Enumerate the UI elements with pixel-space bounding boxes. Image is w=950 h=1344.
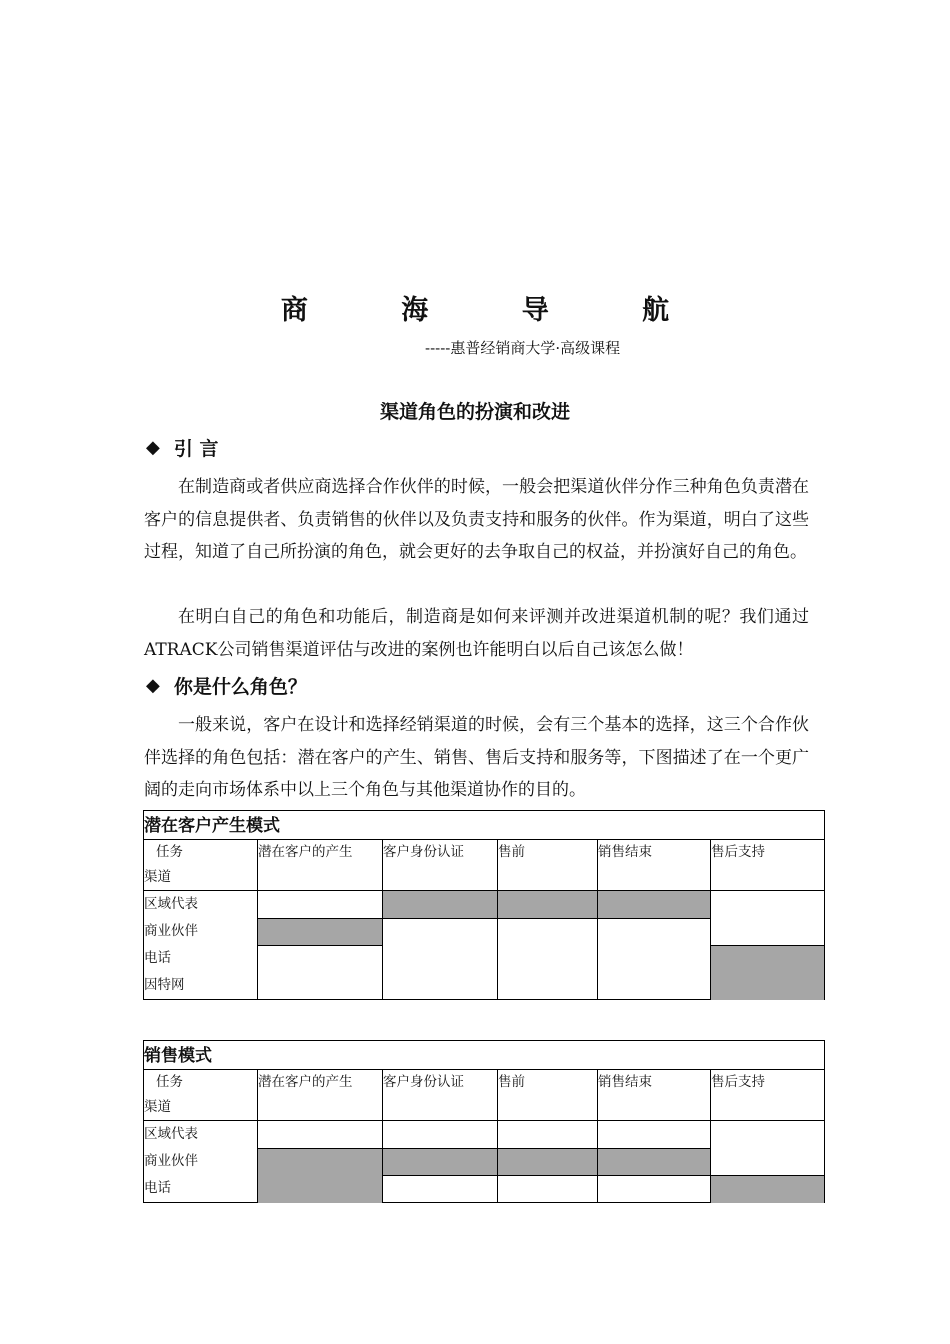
lead-generation-model-table [143,810,825,1000]
row-labels [144,1121,258,1203]
shaded-cell [711,1175,824,1203]
row-divider [598,1148,710,1149]
shaded-cell [598,891,710,918]
shaded-cell [383,891,497,918]
matrix-column [258,1121,383,1203]
column-header: 销售结束 [598,840,711,891]
row-divider [383,1175,497,1176]
column-header: 售前 [498,1070,598,1121]
corner-task-label: 任务 [156,1074,183,1090]
row-divider [258,945,382,946]
row-divider [498,1148,597,1149]
row-divider [598,1175,710,1176]
row-label: 区域代表 [144,896,198,912]
matrix-column [258,891,383,1000]
column-header: 销售结束 [598,1070,711,1121]
matrix-column [498,891,598,1000]
shaded-cell [498,1148,597,1175]
shaded-cell [383,1148,497,1175]
page-title: 商 海 导 航 [280,295,712,326]
column-header: 售后支持 [711,840,825,891]
shaded-cell [258,1148,382,1203]
row-divider [258,1148,382,1149]
row-label: 因特网 [144,977,185,993]
shaded-cell [598,1148,710,1175]
row-label: 区域代表 [144,1126,198,1142]
row-label: 商业伙伴 [144,1153,198,1169]
corner-channel-label: 渠道 [144,869,171,885]
matrix-column [711,891,825,1000]
matrix-column [383,891,498,1000]
column-header: 客户身份认证 [383,1070,498,1121]
table-caption: 潜在客户产生模式 [144,811,825,840]
row-divider [258,918,382,919]
diamond-bullet-icon: ◆ [146,675,160,696]
matrix-column [383,1121,498,1203]
section-heading-label: 引 言 [173,438,219,460]
column-header: 售前 [498,840,598,891]
row-labels [144,891,258,1000]
diamond-bullet-icon: ◆ [146,437,160,458]
section-heading-label: 你是什么角色？ [173,676,307,698]
row-divider [498,1175,597,1176]
shaded-cell [711,945,824,1000]
corner-header [144,1070,258,1121]
shaded-cell [258,918,382,945]
row-divider [383,918,497,919]
article-title: 渠道角色的扮演和改进 [379,401,570,423]
matrix-column [598,891,711,1000]
row-divider [383,1148,497,1149]
page-subtitle: -----惠普经销商大学·高级课程 [425,339,621,357]
row-divider [711,1175,824,1176]
corner-task-label: 任务 [156,844,183,860]
table-caption: 销售模式 [144,1041,825,1070]
corner-channel-label: 渠道 [144,1099,171,1115]
column-header: 售后支持 [711,1070,825,1121]
row-divider [598,918,710,919]
paragraph: 在制造商或者供应商选择合作伙伴的时候，一般会把渠道伙伴分作三种角色负责潜在客户的信息提供者、负责销售的伙伴以及负责支持和服务的伙伴。作为渠道，明白了这些过程，知道了自己所扮演的角色，就会更好的去争取自己的权益，并扮演好自己的角色。 [144,477,809,562]
column-header: 客户身份认证 [383,840,498,891]
row-label: 电话 [144,1180,171,1196]
row-divider [498,918,597,919]
row-divider [711,945,824,946]
column-header: 潜在客户的产生 [258,1070,383,1121]
section-heading-intro [146,434,218,461]
shaded-cell [498,891,597,918]
matrix-column [498,1121,598,1203]
paragraph: 在明白自己的角色和功能后，制造商是如何来评测并改进渠道机制的呢？我们通过ATRACK公司销售渠道评估与改进的案例也许能明白以后自己该怎么做！ [144,607,809,660]
column-header: 潜在客户的产生 [258,840,383,891]
matrix-column [598,1121,711,1203]
paragraph: 一般来说，客户在设计和选择经销渠道的时候，会有三个基本的选择，这三个合作伙伴选择的角色包括：潜在客户的产生、销售、售后支持和服务等，下图描述了在一个更广阔的走向市场体系中以上三个角色与其他渠道协作的目的。 [144,715,809,800]
sales-model-table [143,1040,825,1203]
row-label: 商业伙伴 [144,923,198,939]
section-heading-role [146,672,307,699]
row-label: 电话 [144,950,171,966]
corner-header [144,840,258,891]
matrix-column [711,1121,825,1203]
